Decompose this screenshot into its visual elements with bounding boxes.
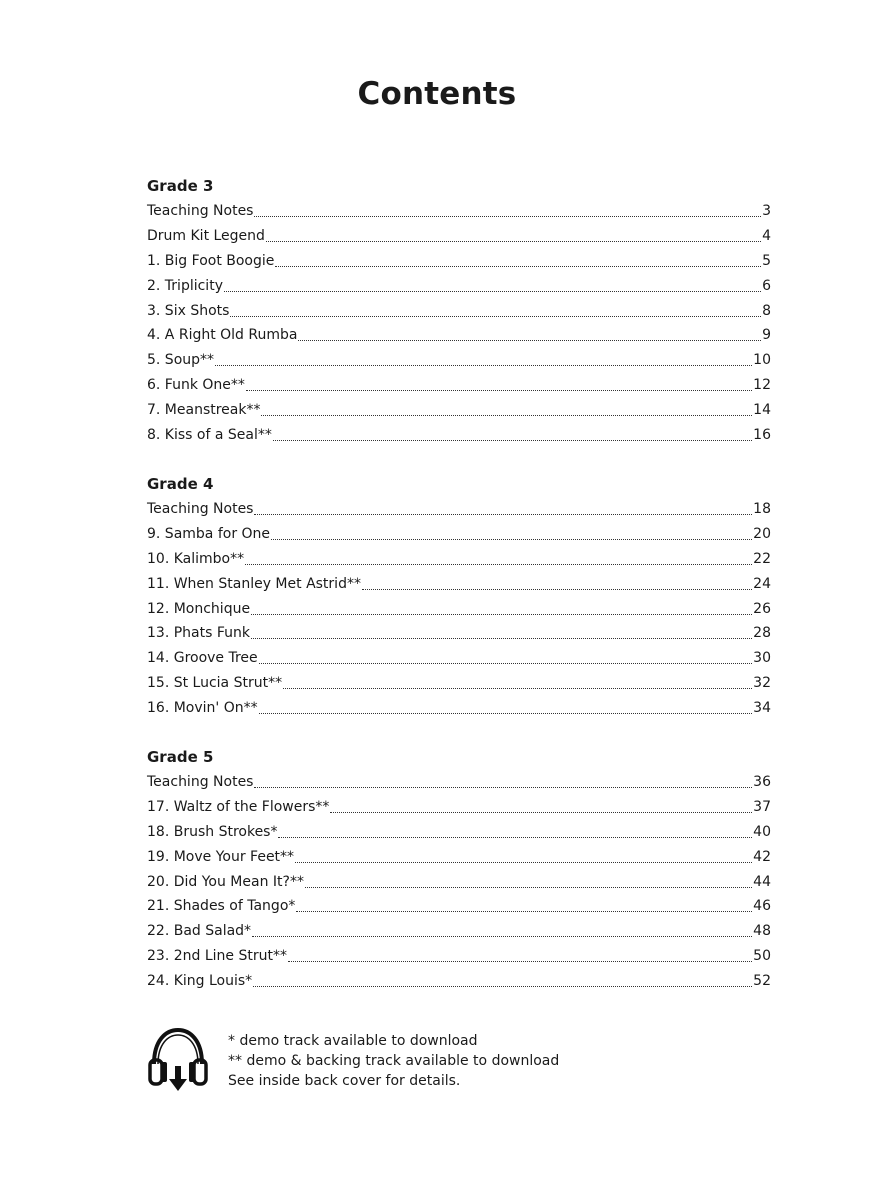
grade-4-section <box>147 472 771 721</box>
dot-leader <box>246 390 752 391</box>
dot-leader <box>254 514 752 515</box>
toc-entry-page-number: 18 <box>753 501 771 517</box>
toc-entry-title: Drum Kit Legend <box>147 227 265 244</box>
dot-leader <box>245 564 752 565</box>
toc-entry-page-number: 44 <box>753 873 771 890</box>
toc-entry-title: 14. Groove Tree <box>147 650 258 667</box>
toc-entry-page-number: 8 <box>762 302 771 319</box>
toc-entry <box>147 373 771 398</box>
toc-entry <box>147 820 771 845</box>
toc-entry-title: 6. Funk One** <box>147 377 245 394</box>
legend-notes <box>228 1031 559 1091</box>
toc-entry <box>147 423 771 448</box>
toc-entry <box>147 199 771 224</box>
dot-leader <box>273 440 752 441</box>
toc-list <box>147 199 771 448</box>
toc-entry-page-number: 48 <box>753 923 771 940</box>
toc-entry-title: 16. Movin' On** <box>147 700 258 717</box>
toc-entry <box>147 348 771 373</box>
toc-entry-title: 22. Bad Salad* <box>147 923 252 940</box>
toc-entry <box>147 522 771 547</box>
toc-entry-page-number: 40 <box>753 823 771 840</box>
toc-entry-title: 13. Phats Funk <box>147 625 250 642</box>
toc-entry-page-number: 4 <box>762 227 771 244</box>
toc-entry-title: 15. St Lucia Strut** <box>147 675 283 692</box>
toc-entry <box>147 274 771 299</box>
toc-list <box>147 770 771 994</box>
toc-entry-page-number: 46 <box>753 898 771 915</box>
toc-entry-page-number: 6 <box>762 277 771 294</box>
toc-entry <box>147 919 771 944</box>
toc-entry-title: 9. Samba for One <box>147 525 271 542</box>
toc-entry <box>147 249 771 274</box>
toc-entry <box>147 621 771 646</box>
toc-entry-page-number: 30 <box>753 650 771 667</box>
dot-leader <box>275 266 761 267</box>
dot-leader <box>298 340 761 341</box>
dot-leader <box>330 812 752 813</box>
toc-entry-title: 11. When Stanley Met Astrid** <box>147 575 361 592</box>
toc-entry-title: 2. Triplicity <box>147 277 223 294</box>
toc-entry-title: 21. Shades of Tango* <box>147 898 296 915</box>
toc-entry-page-number: 22 <box>753 550 771 567</box>
toc-entry-title: 18. Brush Strokes* <box>147 823 278 840</box>
toc-entry-title: 3. Six Shots <box>147 302 230 319</box>
toc-entry <box>147 944 771 969</box>
dot-leader <box>259 713 753 714</box>
toc-entry-title: 12. Monchique <box>147 600 251 617</box>
toc-entry-page-number: 24 <box>753 575 771 592</box>
toc-entry <box>147 671 771 696</box>
toc-entry-page-number: 14 <box>753 402 771 419</box>
toc-entry-title: 1. Big Foot Boogie <box>147 252 275 269</box>
toc-entry-title: 23. 2nd Line Strut** <box>147 948 287 965</box>
dot-leader <box>305 887 752 888</box>
grade-3-section <box>147 174 771 448</box>
toc-entry <box>147 795 771 820</box>
toc-entry-page-number: 50 <box>753 948 771 965</box>
toc-entry <box>147 770 771 795</box>
toc-entry-page-number: 10 <box>753 352 771 369</box>
toc-entry <box>147 894 771 919</box>
dot-leader <box>253 986 752 987</box>
dot-leader <box>254 787 752 788</box>
dot-leader <box>295 862 752 863</box>
toc-entry-page-number: 12 <box>753 377 771 394</box>
toc-entry-title: 4. A Right Old Rumba <box>147 327 298 344</box>
toc-entry-page-number: 32 <box>753 675 771 692</box>
toc-entry-page-number: 5 <box>762 252 771 269</box>
toc-entry-title: 8. Kiss of a Seal** <box>147 427 272 444</box>
toc-entry-title: Teaching Notes <box>147 501 254 517</box>
toc-entry <box>147 547 771 572</box>
toc-entry-title: 5. Soup** <box>147 352 215 369</box>
dot-leader <box>230 316 761 317</box>
dot-leader <box>259 663 753 664</box>
dot-leader <box>283 688 752 689</box>
dot-leader <box>215 365 752 366</box>
legend-line-details: See inside back cover for details. <box>228 1073 461 1089</box>
dot-leader <box>251 638 752 639</box>
toc-entry <box>147 870 771 895</box>
toc-entry <box>147 299 771 324</box>
toc-entry <box>147 845 771 870</box>
grade-heading: Grade 3 <box>147 177 214 195</box>
toc-entry <box>147 572 771 597</box>
toc-entry <box>147 597 771 622</box>
toc-entry-page-number: 34 <box>753 700 771 717</box>
toc-entry <box>147 323 771 348</box>
dot-leader <box>224 291 761 292</box>
toc-entry-page-number: 42 <box>753 848 771 865</box>
dot-leader <box>296 911 752 912</box>
legend-line-demo: * demo track available to download <box>228 1033 478 1049</box>
toc-entry-page-number: 16 <box>753 427 771 444</box>
toc-entry <box>147 969 771 994</box>
toc-entry <box>147 224 771 249</box>
toc-entry-page-number: 3 <box>762 203 771 219</box>
toc-entry-page-number: 20 <box>753 525 771 542</box>
toc-entry-title: 10. Kalimbo** <box>147 550 245 567</box>
toc-entry <box>147 398 771 423</box>
toc-entry-page-number: 37 <box>753 798 771 815</box>
toc-entry <box>147 497 771 522</box>
download-legend <box>146 1024 706 1094</box>
toc-entry-page-number: 36 <box>753 774 771 790</box>
toc-entry-page-number: 9 <box>762 327 771 344</box>
toc-entry <box>147 646 771 671</box>
toc-entry-title: 7. Meanstreak** <box>147 402 261 419</box>
dot-leader <box>252 936 752 937</box>
grade-5-section <box>147 745 771 994</box>
toc-entry-title: Teaching Notes <box>147 774 254 790</box>
legend-line-demo-backing: ** demo & backing track available to download <box>228 1053 560 1069</box>
toc-entry-title: 20. Did You Mean It?** <box>147 873 304 890</box>
toc-entry <box>147 696 771 721</box>
dot-leader <box>266 241 761 242</box>
grade-heading: Grade 5 <box>147 748 214 766</box>
dot-leader <box>278 837 752 838</box>
toc-entry-page-number: 28 <box>753 625 771 642</box>
dot-leader <box>261 415 752 416</box>
toc-entry-title: 24. King Louis* <box>147 973 253 990</box>
toc-entry-title: 17. Waltz of the Flowers** <box>147 798 330 815</box>
dot-leader <box>362 589 752 590</box>
toc-list <box>147 497 771 721</box>
dot-leader <box>251 614 752 615</box>
toc-entry-page-number: 52 <box>753 973 771 990</box>
page-title: Contents <box>357 76 517 112</box>
toc-entry-page-number: 26 <box>753 600 771 617</box>
toc-entry-title: 19. Move Your Feet** <box>147 848 295 865</box>
dot-leader <box>271 539 752 540</box>
headphones-download-icon <box>146 1024 210 1094</box>
toc-entry-title: Teaching Notes <box>147 203 254 219</box>
grade-heading: Grade 4 <box>147 475 214 493</box>
dot-leader <box>288 961 752 962</box>
dot-leader <box>254 216 761 217</box>
